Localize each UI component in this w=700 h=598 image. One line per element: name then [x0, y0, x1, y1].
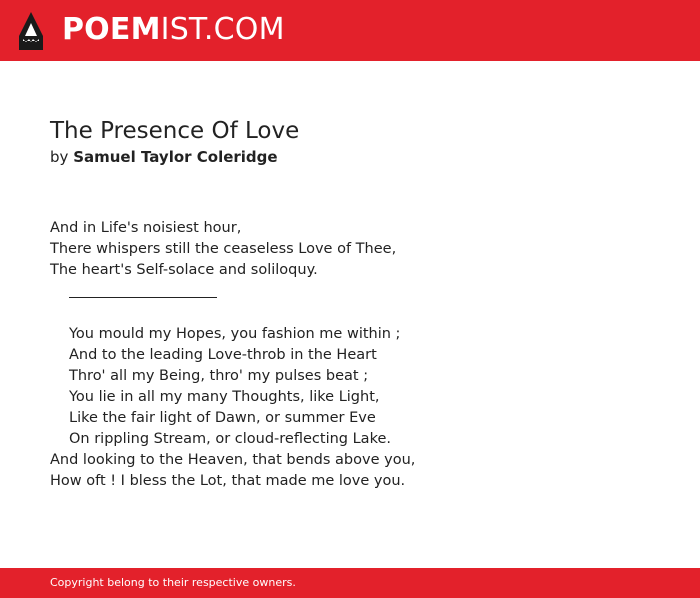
- copyright-text: Copyright belong to their respective owners.: [50, 576, 296, 589]
- poem-heading: [50, 116, 650, 168]
- site-header: [0, 0, 700, 61]
- brand-light: IST.COM: [160, 12, 285, 47]
- poem-title: The Presence Of Love: [50, 118, 300, 144]
- poem-line: You lie in all my many Thoughts, like Light,: [69, 389, 380, 405]
- poem-line: On rippling Stream, or cloud-reflecting Lake.: [69, 431, 391, 447]
- brand-bold: POEM: [62, 12, 161, 47]
- site-footer: [0, 568, 700, 598]
- poem-line: You mould my Hopes, you fashion me within ;: [69, 326, 401, 342]
- poem-line: How oft ! I bless the Lot, that made me love you.: [50, 473, 406, 489]
- section-divider: [69, 297, 217, 298]
- poem-line: And in Life's noisiest hour,: [50, 220, 242, 236]
- byline: [50, 146, 650, 168]
- poem-line: Thro' all my Being, thro' my pulses beat ;: [69, 368, 369, 384]
- site-logo-text[interactable]: [62, 12, 285, 48]
- author-name[interactable]: Samuel Taylor Coleridge: [73, 148, 278, 166]
- poem-line: And looking to the Heaven, that bends above you,: [50, 452, 416, 468]
- poem-line: There whispers still the ceaseless Love of Thee,: [50, 241, 397, 257]
- by-label: by: [50, 148, 69, 166]
- poem-line: The heart's Self-solace and soliloquy.: [50, 262, 318, 278]
- poem-line: Like the fair light of Dawn, or summer Eve: [69, 410, 376, 426]
- poem-line: And to the leading Love-throb in the Heart: [69, 347, 377, 363]
- pen-nib-icon[interactable]: [18, 11, 44, 51]
- poem-body: [50, 218, 650, 492]
